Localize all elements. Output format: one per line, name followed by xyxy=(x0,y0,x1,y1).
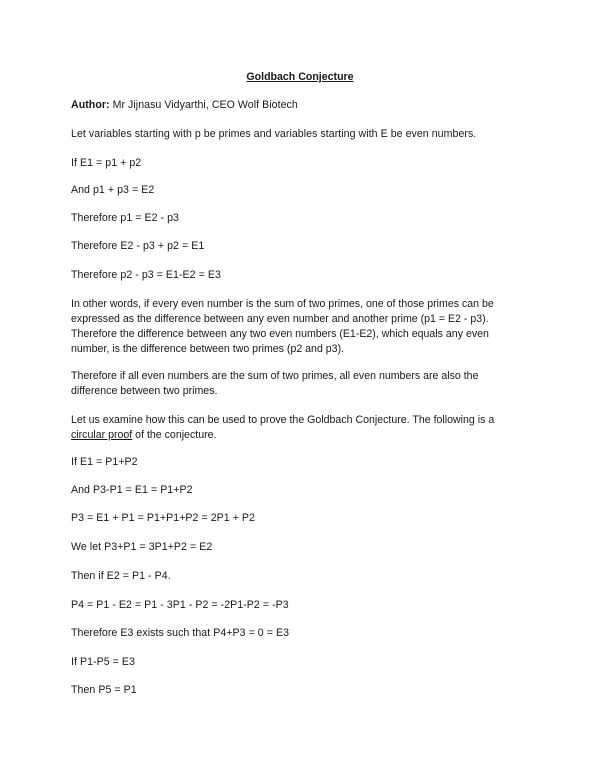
paragraph-3-line xyxy=(71,428,531,443)
paragraph-1-line: In other words, if every even number is the sum of two primes, one of those primes can be xyxy=(71,298,494,310)
author-label: Author: xyxy=(71,99,110,111)
document-title: Goldbach Conjecture xyxy=(246,71,354,83)
step-7: Therefore E3 exists such that P4+P3 = 0 = E3 xyxy=(71,627,290,639)
paragraph-1-line: number, is the difference between two primes (p2 and p3). xyxy=(71,343,345,355)
paragraph-1-line: Therefore the difference between any two even numbers (E1-E2), which equals any even xyxy=(71,328,489,340)
intro-text: Let variables starting with p be primes and variables starting with E be even numbers. xyxy=(71,128,477,140)
step-2: And P3-P1 = E1 = P1+P2 xyxy=(71,484,193,496)
step-4: We let P3+P1 = 3P1+P2 = E2 xyxy=(71,541,213,553)
step-5: Then if E2 = P1 - P4. xyxy=(71,570,171,582)
author-line xyxy=(71,98,298,113)
paragraph-3-rest: of the conjecture. xyxy=(132,429,217,441)
paragraph-3 xyxy=(71,413,531,443)
paragraph-2 xyxy=(71,369,531,399)
equation-2: And p1 + p3 = E2 xyxy=(71,184,155,196)
circular-proof-link[interactable]: circular proof xyxy=(71,429,133,441)
step-1: If E1 = P1+P2 xyxy=(71,456,138,468)
equation-5: Therefore p2 - p3 = E1-E2 = E3 xyxy=(71,269,221,281)
step-3: P3 = E1 + P1 = P1+P1+P2 = 2P1 + P2 xyxy=(71,512,255,524)
step-9: Then P5 = P1 xyxy=(71,684,137,696)
equation-1: If E1 = p1 + p2 xyxy=(71,157,142,169)
paragraph-2-line: Therefore if all even numbers are the sum of two primes, all even numbers are also the xyxy=(71,370,479,382)
step-8: If P1-P5 = E3 xyxy=(71,656,135,668)
author-name: Mr Jijnasu Vidyarthi, CEO Wolf Biotech xyxy=(112,99,298,111)
paragraph-3-line: Let us examine how this can be used to prove the Goldbach Conjecture. The following is a xyxy=(71,414,495,426)
paragraph-1-line: expressed as the difference between any even number and another prime (p1 = E2 - p3). xyxy=(71,313,489,325)
paragraph-2-line: difference between two primes. xyxy=(71,385,218,397)
equation-4: Therefore E2 - p3 + p2 = E1 xyxy=(71,240,205,252)
step-6: P4 = P1 - E2 = P1 - 3P1 - P2 = -2P1-P2 = -P3 xyxy=(71,599,289,611)
paragraph-1 xyxy=(71,297,531,357)
equation-3: Therefore p1 = E2 - p3 xyxy=(71,212,179,224)
